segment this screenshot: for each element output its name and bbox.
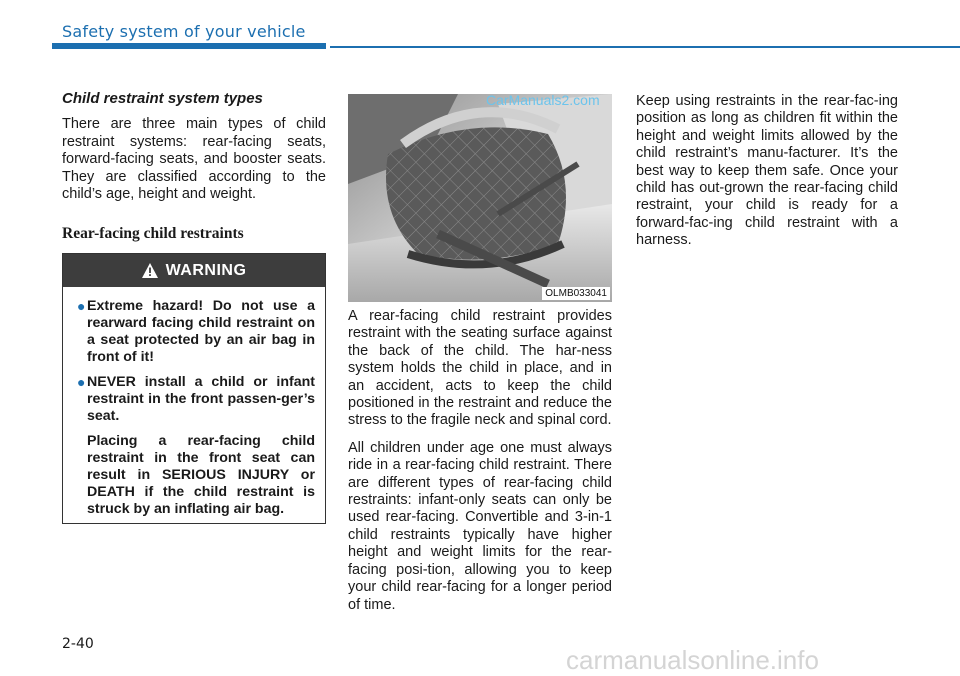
paragraph-keep-rear-facing: Keep using restraints in the rear-fac-ing position as long as children fit within the height and weight limits allowed by the child restraint’s manu-facturer. It’s the best way to keep them safe. Once your child has out-grown the rear-facing child restraint, your child is ready for a forward-fac-ing child restraint with a harness. bbox=[636, 93, 898, 249]
header-rule-thin bbox=[330, 46, 960, 48]
figure-rear-facing-seat-photo bbox=[348, 94, 612, 302]
warning-box bbox=[62, 253, 326, 524]
car-seat-illustration bbox=[348, 94, 612, 302]
warning-title: WARNING bbox=[165, 261, 247, 279]
section-header-title: Safety system of your vehicle bbox=[62, 22, 306, 41]
section-title-rear-facing: Rear-facing child restraints bbox=[62, 225, 244, 243]
warning-item bbox=[77, 298, 315, 366]
figure-code-label: OLMB033041 bbox=[542, 287, 610, 300]
paragraph-age-requirement: All children under age one must always ride in a rear-facing child restraint. There are different types of rear-facing child restraints: infant-only seats can only be used rear-facing. Convertible and 3-in-1 child restraints typically have higher height and weight limits for the rear-facing posi-tion, allowing you to keep your child rear-facing for a longer period of time. bbox=[348, 439, 612, 613]
warning-body bbox=[63, 287, 325, 518]
warning-item-text: NEVER install a child or infant restraint in the front passen-ger’s seat. bbox=[87, 374, 315, 424]
header-rule-thick bbox=[52, 43, 326, 49]
paragraph-rear-facing-description: A rear-facing child restraint provides restraint with the seating surface against the back of the child. The har-ness system holds the child in place, and in an accident, acts to keep the child positioned in the restraint and reduce the stress to the fragile neck and spinal cord. bbox=[348, 308, 612, 429]
column-left bbox=[62, 90, 326, 243]
warning-extra-text: Placing a rear-facing child restraint in the front seat can result in SERIOUS INJURY or DEATH if the child restraint is struck by an inflating air bag. bbox=[87, 433, 315, 517]
page-number: 2-40 bbox=[62, 636, 94, 652]
watermark-footer[interactable]: carmanualsonline.info bbox=[566, 645, 819, 675]
bullet-icon: ● bbox=[77, 298, 86, 314]
warning-triangle-icon bbox=[142, 263, 158, 278]
warning-item bbox=[77, 374, 315, 425]
warning-header bbox=[63, 254, 325, 287]
intro-paragraph: There are three main types of child restraint systems: rear-facing seats, forward-facing seats, and booster seats. They are classified according to the child’s age, height and weight. bbox=[62, 116, 326, 203]
warning-item-text: Extreme hazard! Do not use a rearward facing child restraint on a seat protected by an air bag in front of it! bbox=[87, 298, 315, 365]
watermark-carmanuals[interactable]: CarManuals2.com bbox=[486, 92, 600, 108]
column-middle bbox=[348, 308, 612, 624]
bullet-icon: ● bbox=[77, 374, 86, 390]
subhead-child-restraint-types: Child restraint system types bbox=[62, 90, 263, 107]
column-right bbox=[636, 93, 898, 260]
